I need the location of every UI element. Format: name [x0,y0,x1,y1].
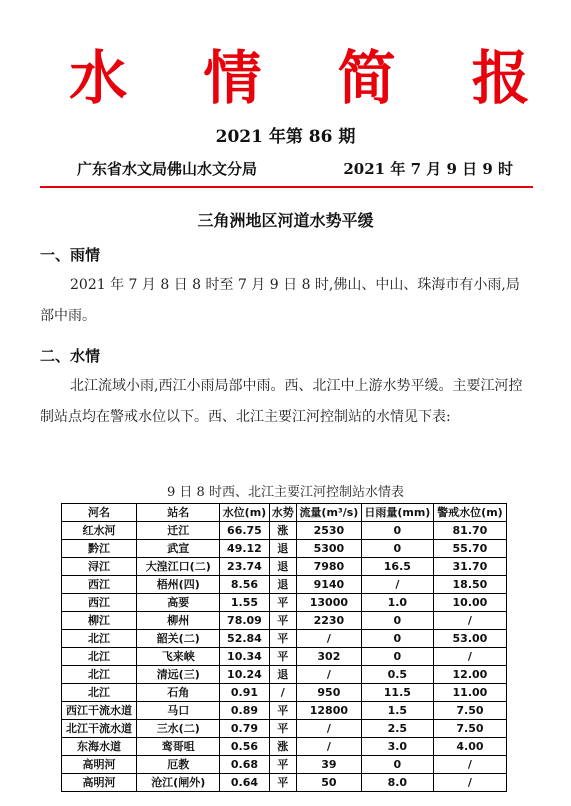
table-row [62,576,507,594]
cell-water-level: 0.64 [220,774,269,792]
cell-water-level: 78.09 [220,612,269,630]
table-header-row [62,504,507,522]
cell-warning-level: 11.00 [433,684,506,702]
cell-warning-level: 4.00 [433,738,506,756]
cell-warning-level: 7.50 [433,720,506,738]
section-text-water: 北江流域小雨,西江小雨局部中雨。西、北江中上游水势平缓。主要江河控制站点均在警戒水位以下。西、北江主要江河控制站的水情见下表: [40,378,523,425]
cell-river: 西江干流水道 [62,702,137,720]
cell-trend: 平 [269,612,296,630]
cell-river: 西江 [62,576,137,594]
cell-water-level: 8.56 [220,576,269,594]
cell-daily-rain: 1.5 [361,702,433,720]
cell-water-level: 10.24 [220,666,269,684]
cell-flow: / [296,666,361,684]
header-flow: 流量(m³/s) [296,504,361,522]
cell-daily-rain: 1.0 [361,594,433,612]
header-trend: 水势 [269,504,296,522]
cell-river: 北江 [62,648,137,666]
table-row [62,522,507,540]
cell-warning-level: 81.70 [433,522,506,540]
section-heading-water: 二、水情 [40,347,101,365]
cell-water-level: 0.91 [220,684,269,702]
cell-station: 高要 [137,594,220,612]
cell-water-level: 49.12 [220,540,269,558]
cell-daily-rain: 16.5 [361,558,433,576]
section-text-rain: 2021 年 7 月 8 日 8 时至 7 月 9 日 8 时,佛山、中山、珠海市有小雨,局部中雨。 [40,277,520,324]
cell-daily-rain: 0 [361,612,433,630]
issue-number: 2021 年第 86 期 [215,127,356,147]
cell-daily-rain: 0 [361,648,433,666]
cell-trend: 平 [269,774,296,792]
table-row [62,684,507,702]
cell-flow: 39 [296,756,361,774]
table-row [62,666,507,684]
cell-daily-rain: 0 [361,630,433,648]
cell-station: 武宣 [137,540,220,558]
cell-river: 高明河 [62,756,137,774]
cell-water-level: 0.56 [220,738,269,756]
cell-warning-level: / [433,774,506,792]
cell-trend: 平 [269,756,296,774]
cell-station: 清远(三) [137,666,220,684]
cell-station: 厄教 [137,756,220,774]
cell-river: 北江 [62,666,137,684]
cell-river: 红水河 [62,522,137,540]
table-row [62,594,507,612]
cell-trend: 平 [269,630,296,648]
table-row [62,648,507,666]
header-station: 站名 [137,504,220,522]
cell-daily-rain: 0 [361,756,433,774]
cell-flow: 2230 [296,612,361,630]
cell-water-level: 0.68 [220,756,269,774]
cell-daily-rain: / [361,576,433,594]
cell-station: 马口 [137,702,220,720]
table-row [62,738,507,756]
cell-water-level: 66.75 [220,522,269,540]
cell-trend: 退 [269,558,296,576]
header-warning-level: 警戒水位(m) [433,504,506,522]
cell-daily-rain: 2.5 [361,720,433,738]
cell-warning-level: / [433,612,506,630]
table-row [62,630,507,648]
cell-warning-level: / [433,756,506,774]
issuing-organization: 广东省水文局佛山水文分局 [77,160,258,178]
cell-flow: / [296,738,361,756]
cell-river: 黔江 [62,540,137,558]
cell-flow: / [296,720,361,738]
cell-trend: / [269,684,296,702]
cell-station: 鸾哥咀 [137,738,220,756]
cell-warning-level: 12.00 [433,666,506,684]
cell-river: 北江 [62,684,137,702]
cell-water-level: 0.89 [220,702,269,720]
section-heading-rain: 一、雨情 [40,246,101,264]
cell-trend: 涨 [269,522,296,540]
cell-flow: 50 [296,774,361,792]
cell-river: 北江 [62,630,137,648]
cell-water-level: 23.74 [220,558,269,576]
table-row [62,720,507,738]
cell-daily-rain: 3.0 [361,738,433,756]
header-water-level: 水位(m) [220,504,269,522]
cell-flow: 2530 [296,522,361,540]
red-divider [40,186,533,188]
cell-station: 迁江 [137,522,220,540]
cell-flow: 9140 [296,576,361,594]
cell-warning-level: 31.70 [433,558,506,576]
headline: 三角洲地区河道水势平缓 [197,211,374,230]
cell-trend: 平 [269,648,296,666]
table-row [62,774,507,792]
cell-trend: 涨 [269,738,296,756]
table-row [62,612,507,630]
cell-water-level: 10.34 [220,648,269,666]
cell-station: 沧江(闸外) [137,774,220,792]
header-river: 河名 [62,504,137,522]
cell-trend: 平 [269,720,296,738]
cell-station: 柳州 [137,612,220,630]
cell-trend: 退 [269,576,296,594]
table-row [62,702,507,720]
cell-station: 梧州(四) [137,576,220,594]
cell-trend: 平 [269,702,296,720]
cell-daily-rain: 0.5 [361,666,433,684]
cell-water-level: 52.84 [220,630,269,648]
cell-daily-rain: 11.5 [361,684,433,702]
cell-warning-level: 10.00 [433,594,506,612]
cell-water-level: 0.79 [220,720,269,738]
cell-river: 高明河 [62,774,137,792]
table-row [62,558,507,576]
cell-flow: 12800 [296,702,361,720]
cell-river: 柳江 [62,612,137,630]
issue-date: 2021 年 7 月 9 日 9 时 [343,160,513,178]
cell-flow: 950 [296,684,361,702]
table-row [62,756,507,774]
cell-warning-level: 7.50 [433,702,506,720]
cell-river: 东海水道 [62,738,137,756]
cell-daily-rain: 8.0 [361,774,433,792]
cell-warning-level: 55.70 [433,540,506,558]
cell-warning-level: 53.00 [433,630,506,648]
cell-trend: 平 [269,594,296,612]
cell-river: 浔江 [62,558,137,576]
cell-station: 飞来峡 [137,648,220,666]
cell-river: 西江 [62,594,137,612]
cell-flow: 7980 [296,558,361,576]
cell-daily-rain: 0 [361,522,433,540]
cell-trend: 退 [269,666,296,684]
table-caption: 9 日 8 时西、北江主要江河控制站水情表 [167,485,404,500]
cell-station: 大湟江口(二) [137,558,220,576]
cell-daily-rain: 0 [361,540,433,558]
cell-flow: / [296,630,361,648]
cell-station: 石角 [137,684,220,702]
cell-warning-level: 18.50 [433,576,506,594]
cell-trend: 退 [269,540,296,558]
cell-flow: 13000 [296,594,361,612]
cell-station: 韶关(二) [137,630,220,648]
cell-warning-level: / [433,648,506,666]
cell-station: 三水(二) [137,720,220,738]
cell-flow: 302 [296,648,361,666]
water-level-table [61,503,507,792]
cell-water-level: 1.55 [220,594,269,612]
cell-river: 北江干流水道 [62,720,137,738]
bulletin-title: 水 情 简 报 [69,44,558,112]
table-row [62,540,507,558]
cell-flow: 5300 [296,540,361,558]
header-daily-rain: 日雨量(mm) [361,504,433,522]
